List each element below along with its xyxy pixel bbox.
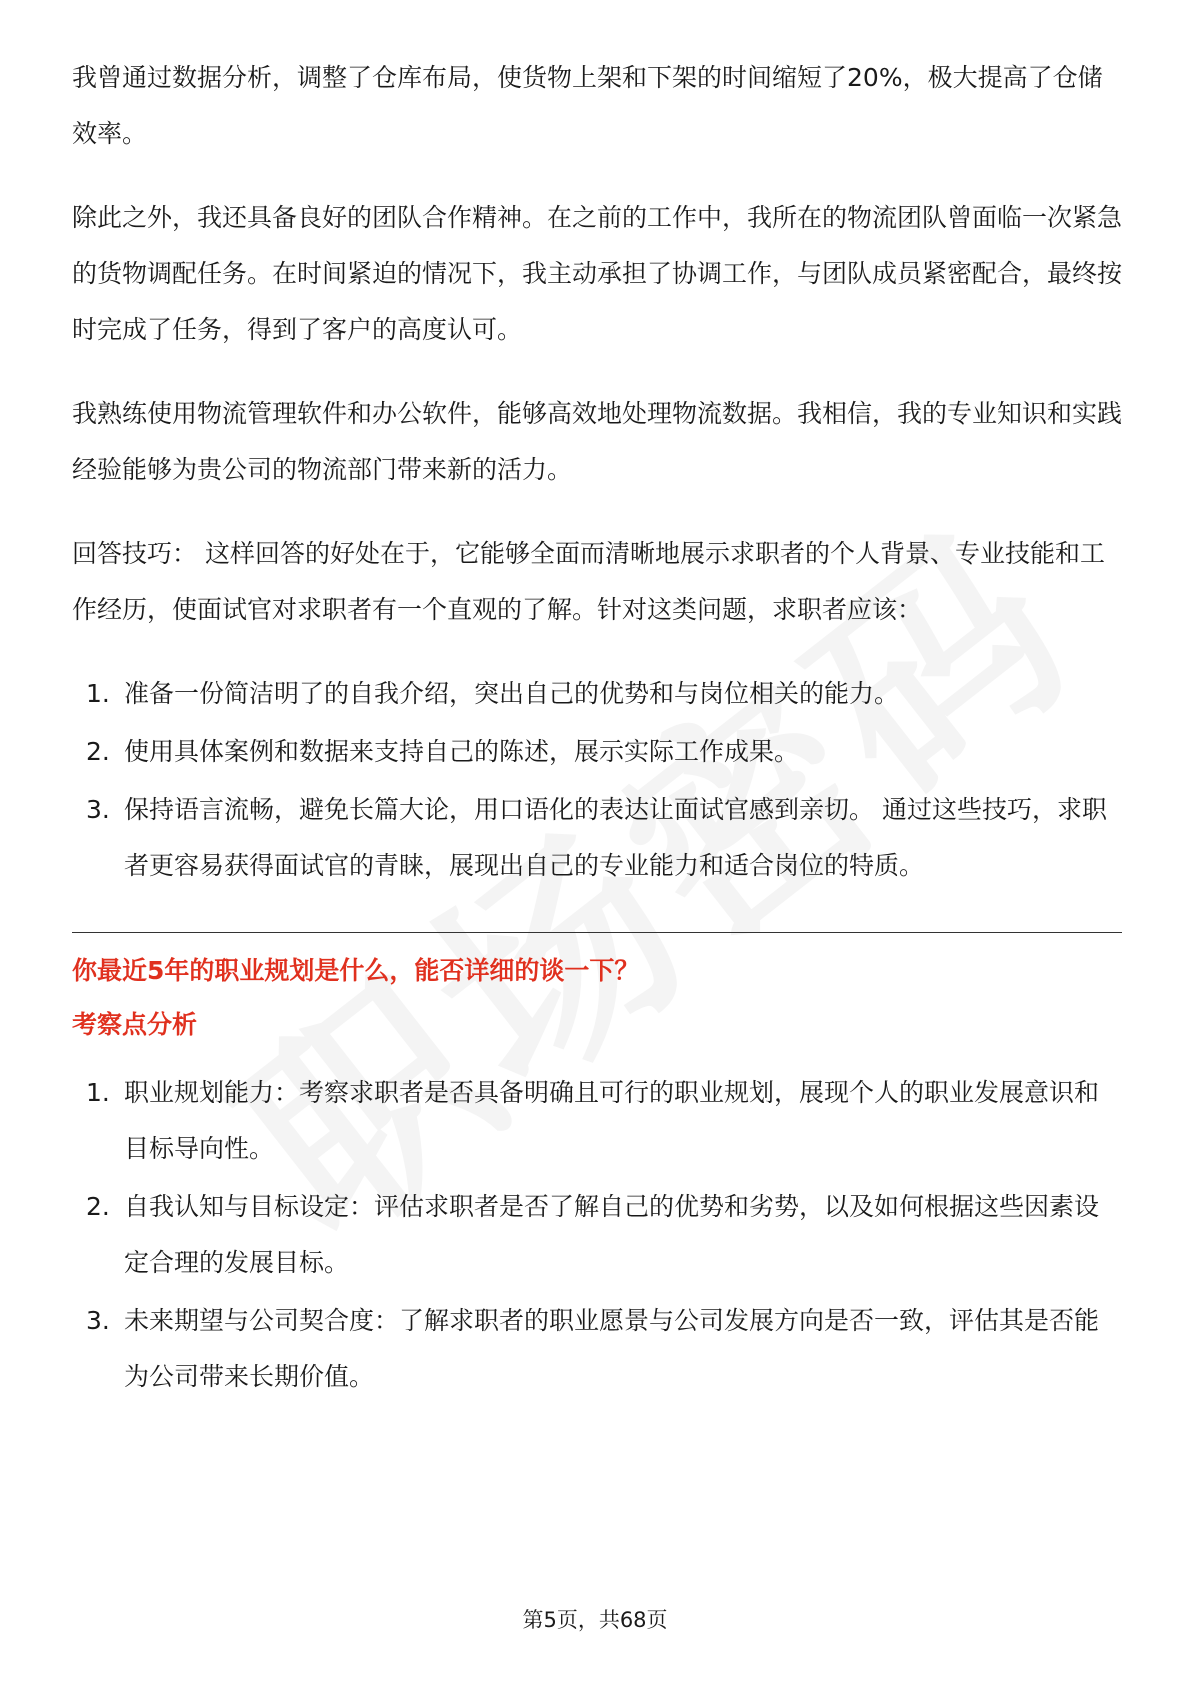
list-text: 准备一份简洁明了的自我介绍，突出自己的优势和与岗位相关的能力。 xyxy=(124,679,900,708)
list-item xyxy=(72,782,1122,894)
list-number: 3. xyxy=(86,795,110,824)
list-number: 3. xyxy=(86,1306,110,1335)
list-item xyxy=(72,666,1122,722)
list-number: 1. xyxy=(86,679,110,708)
list-text: 未来期望与公司契合度：了解求职者的职业愿景与公司发展方向是否一致，评估其是否能为公司带来长期价值。 xyxy=(124,1306,1100,1391)
section-divider xyxy=(72,932,1122,933)
list-item xyxy=(72,1293,1122,1405)
list-item xyxy=(72,1179,1122,1291)
question-title: 你最近5年的职业规划是什么，能否详细的谈一下？ xyxy=(72,956,640,985)
list-number: 2. xyxy=(86,737,110,766)
list-text: 保持语言流畅，避免长篇大论，用口语化的表达让面试官感到亲切。 通过这些技巧，求职者更容易获得面试官的青睐，展现出自己的专业能力和适合岗位的特质。 xyxy=(124,795,1107,880)
list-text: 自我认知与目标设定：评估求职者是否了解自己的优势和劣势，以及如何根据这些因素设定合理的发展目标。 xyxy=(124,1192,1100,1277)
list-number: 2. xyxy=(86,1192,110,1221)
analysis-title: 考察点分析 xyxy=(72,1010,198,1039)
list-item xyxy=(72,724,1122,780)
document-page xyxy=(72,50,1122,1407)
paragraph-warehouse: 我曾通过数据分析，调整了仓库布局，使货物上架和下架的时间缩短了20%，极大提高了仓储效率。 xyxy=(72,63,1103,148)
list-text: 职业规划能力：考察求职者是否具备明确且可行的职业规划，展现个人的职业发展意识和目标导向性。 xyxy=(124,1078,1100,1163)
list-item xyxy=(72,1065,1122,1177)
paragraph-teamwork: 除此之外，我还具备良好的团队合作精神。在之前的工作中，我所在的物流团队曾面临一次紧急的货物调配任务。在时间紧迫的情况下，我主动承担了协调工作，与团队成员紧密配合，最终按时完成了任务，得到了客户的高度认可。 xyxy=(72,203,1123,344)
tips-list xyxy=(72,666,1122,894)
paragraph-software: 我熟练使用物流管理软件和办公软件，能够高效地处理物流数据。我相信，我的专业知识和实践经验能够为贵公司的物流部门带来新的活力。 xyxy=(72,399,1123,484)
analysis-list xyxy=(72,1065,1122,1405)
list-number: 1. xyxy=(86,1078,110,1107)
paragraph-answer-tips: 回答技巧： 这样回答的好处在于，它能够全面而清晰地展示求职者的个人背景、专业技能和工作经历，使面试官对求职者有一个直观的了解。针对这类问题，求职者应该： xyxy=(72,539,1105,624)
list-text: 使用具体案例和数据来支持自己的陈述，展示实际工作成果。 xyxy=(124,737,800,766)
page-footer: 第5页，共68页 xyxy=(522,1608,668,1632)
